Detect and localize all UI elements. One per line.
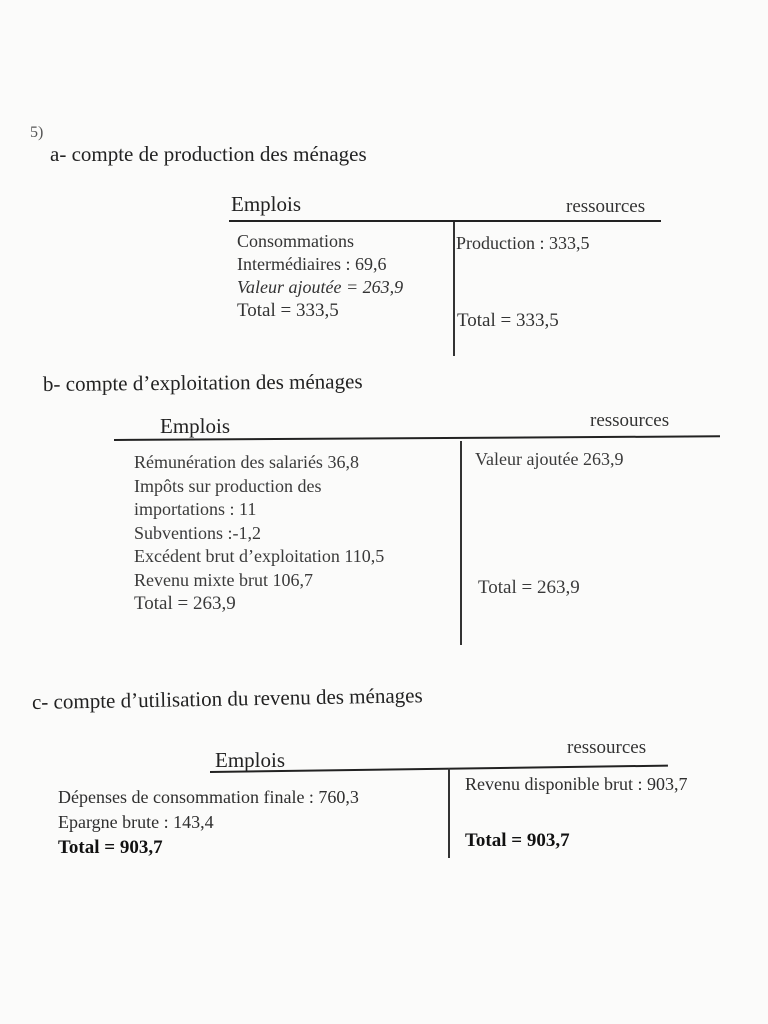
ressources-label-b: ressources [590, 410, 670, 431]
emplois-line: Impôts sur production des [134, 475, 322, 496]
ressources-production-a: Production : 333,5 [456, 233, 590, 253]
ressources-total-b: Total = 263,9 [478, 577, 580, 598]
ressources-total-a: Total = 333,5 [457, 310, 559, 331]
emplois-line: Excédent brut d’exploitation 110,5 [134, 546, 385, 566]
emplois-label-a: Emplois [231, 192, 302, 216]
emplois-line: Rémunération des salariés 36,8 [134, 452, 359, 472]
t-account-vertical-c [448, 768, 450, 858]
ressources-value-added-b: Valeur ajoutée 263,9 [475, 449, 624, 469]
ressources-label-c: ressources [567, 737, 647, 758]
emplois-list-b [134, 451, 384, 616]
emplois-total: Total = 263,9 [134, 593, 236, 614]
emplois-line: Subventions :-1,2 [134, 522, 262, 543]
stray-mark: 5) [30, 124, 44, 141]
emplois-line: Intermédiaires : 69,6 [237, 254, 387, 274]
ressources-total-c: Total = 903,7 [465, 830, 570, 851]
emplois-list-c [58, 785, 359, 860]
emplois-label-b: Emplois [160, 414, 231, 438]
heading-production-account: a- compte de production des ménages [50, 142, 367, 166]
t-account-vertical-a [453, 222, 455, 356]
heading-operating-account: b- compte d’exploitation des ménages [42, 369, 363, 396]
ressources-disposable-income-c: Revenu disponible brut : 903,7 [465, 774, 688, 794]
emplois-label-c: Emplois [215, 748, 286, 772]
emplois-line: Dépenses de consommation finale : 760,3 [58, 787, 359, 807]
emplois-line: importations : 11 [134, 499, 257, 519]
emplois-total: Total = 333,5 [237, 300, 339, 321]
emplois-list-a [237, 230, 403, 322]
emplois-line: Epargne brute : 143,4 [58, 812, 214, 832]
emplois-line: Revenu mixte brut 106,7 [134, 569, 313, 590]
t-account-vertical-b [460, 441, 462, 645]
heading-income-use-account: c- compte d’utilisation du revenu des ménages [31, 683, 423, 714]
ressources-label-a: ressources [566, 196, 646, 217]
emplois-total: Total = 903,7 [58, 837, 163, 858]
t-account-horizontal-a [229, 220, 661, 222]
emplois-line: Valeur ajoutée = 263,9 [237, 277, 404, 297]
emplois-line: Consommations [237, 231, 355, 251]
